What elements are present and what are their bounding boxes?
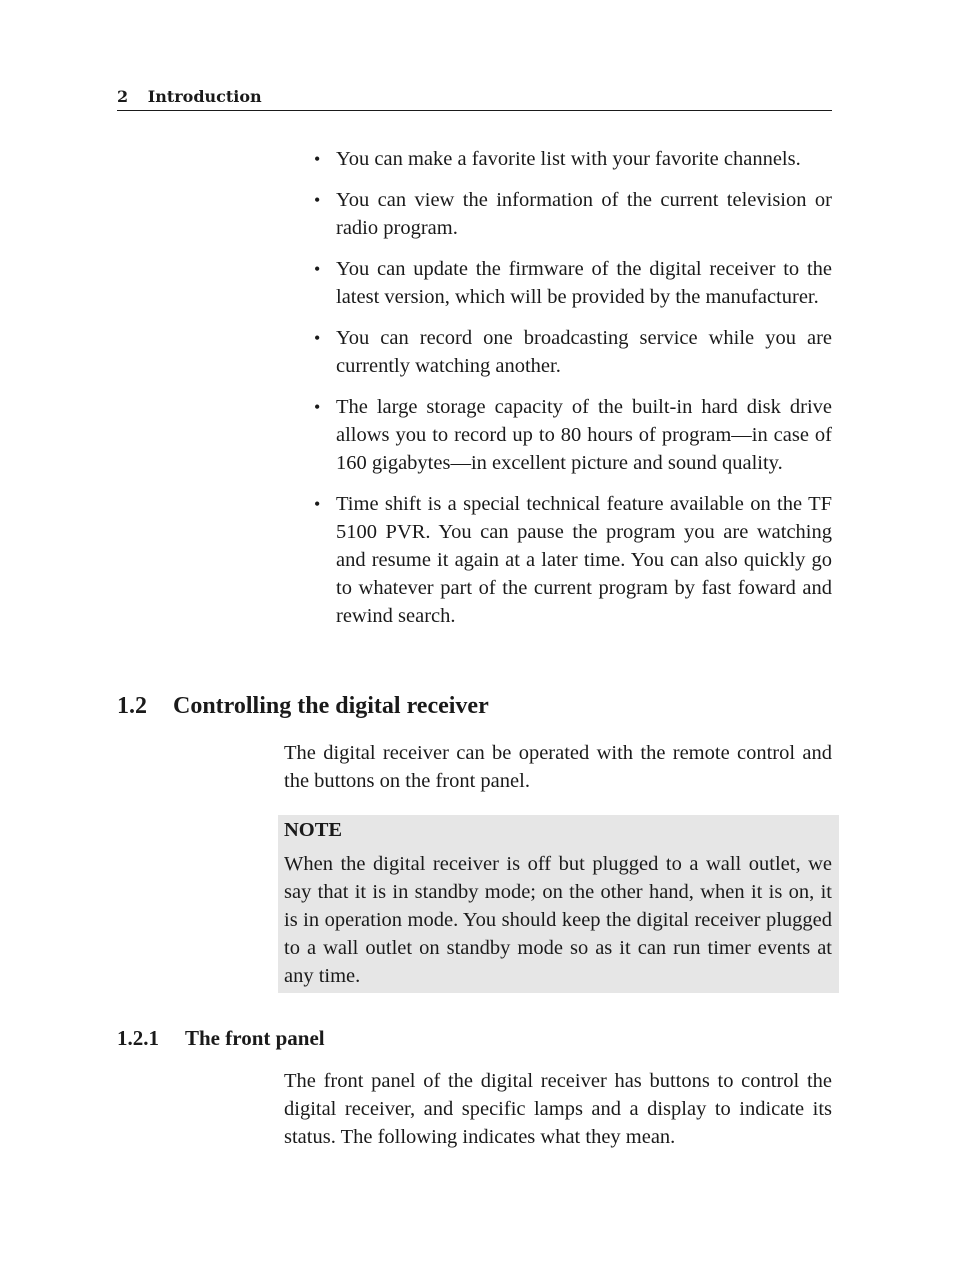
- subsection-number: 1.2.1: [117, 1026, 159, 1050]
- section-title: Controlling the digital receiver: [173, 693, 489, 719]
- bullet-icon: •: [314, 190, 321, 210]
- running-header: [117, 86, 832, 111]
- page-number: 2: [117, 87, 129, 106]
- list-item-text: You can view the information of the current television or radio program.: [336, 189, 832, 239]
- list-item: [314, 324, 832, 380]
- list-item-text: You can record one broadcasting service while you are currently watching another.: [336, 327, 832, 377]
- list-item: [314, 393, 832, 477]
- bullet-icon: •: [314, 397, 321, 417]
- bullet-icon: •: [314, 494, 321, 514]
- list-item: [314, 145, 832, 173]
- subsection-heading: [117, 1024, 325, 1052]
- note-body: When the digital receiver is off but plugged to a wall outlet, we say that it is in standby mode; on the other hand, when it is on, it is in operation mode. You should keep the digital receiver plugged to a wall outlet on standby mode so as it can run timer events at any time.: [284, 853, 832, 987]
- chapter-title: Introduction: [147, 87, 262, 106]
- subsection-paragraph: The front panel of the digital receiver has buttons to control the digital receiver, and specific lamps and a display to indicate its status. The following indicates what they mean.: [284, 1070, 832, 1148]
- note-box: [278, 815, 839, 993]
- section-number: 1.2: [117, 693, 147, 719]
- bullet-icon: •: [314, 149, 321, 169]
- list-item-text: You can update the firmware of the digital receiver to the latest version, which will be provided by the manufacturer.: [336, 258, 832, 308]
- list-item-text: The large storage capacity of the built-in hard disk drive allows you to record up to 80 hours of program—in case of 160 gigabytes—in excellent picture and sound quality.: [336, 396, 832, 474]
- subsection-title: The front panel: [185, 1026, 325, 1050]
- list-item: [314, 186, 832, 242]
- note-title: NOTE: [284, 819, 343, 841]
- list-item-text: Time shift is a special technical feature available on the TF 5100 PVR. You can pause the program you are watching and resume it again at a later time. You can also quickly go to whatever part of the current program by fast foward and rewind search.: [336, 493, 832, 627]
- list-item-text: You can make a favorite list with your favorite channels.: [336, 148, 801, 170]
- section-intro-paragraph: The digital receiver can be operated with the remote control and the buttons on the front panel.: [284, 742, 832, 792]
- bullet-icon: •: [314, 259, 321, 279]
- list-item: [314, 490, 832, 630]
- section-heading: [117, 690, 489, 722]
- feature-list: [314, 145, 832, 643]
- bullet-icon: •: [314, 328, 321, 348]
- list-item: [314, 255, 832, 311]
